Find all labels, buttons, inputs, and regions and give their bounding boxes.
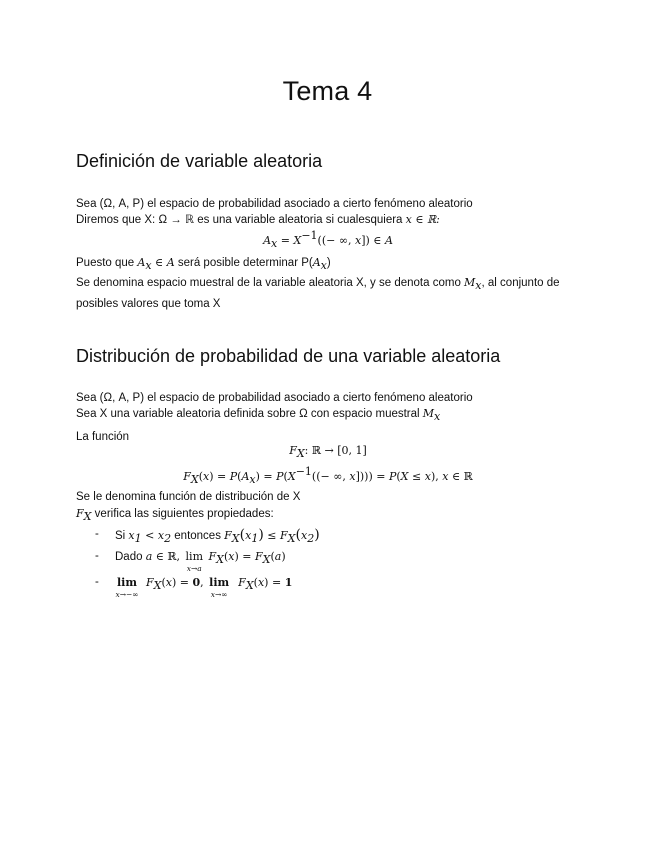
text-segment: verifica las siguientes propiedades: bbox=[91, 508, 274, 520]
paragraph-probability-determination: Puesto que $A_x$ ∈ A será posible determinar $P(A_x)$ bbox=[76, 256, 331, 272]
bullet-marker: - bbox=[95, 576, 99, 588]
text-segment: Puesto que bbox=[76, 257, 138, 269]
section-heading-distribution: Distribución de probabilidad de una variable aleatoria bbox=[76, 346, 501, 366]
paragraph-random-variable-sample-space: Sea X una variable aleatoria definida sobre Ω con espacio muestral $M_x$ bbox=[76, 407, 441, 423]
formula-distribution-definition: $F_X(x) = P(A_x) = P(X^{-1}((-$ ∞, x]))) = P(X ≤ x), x ∈ ℝ bbox=[183, 465, 473, 486]
paragraph-random-variable-definition bbox=[76, 213, 440, 227]
text-segment: será posible determinar P( bbox=[174, 257, 313, 269]
text-segment: Dado bbox=[115, 551, 146, 563]
property-monotonic: Si $x_1 < x_2$ entonces $F_X(x_1) \le F_X(x_2)$ bbox=[115, 527, 320, 545]
paragraph-probability-space-2: Sea (Ω, A, P) el espacio de probabilidad asociado a cierto fenómeno aleatorio bbox=[76, 392, 473, 404]
bullet-marker: - bbox=[95, 550, 99, 562]
text-segment: entonces bbox=[171, 530, 225, 542]
text-segment: Se denomina espacio muestral de la variable aleatoria X, y se denota como bbox=[76, 277, 465, 289]
page-title: Tema 4 bbox=[282, 76, 373, 106]
paragraph-properties-intro: $F_X$ verifica las siguientes propiedades: bbox=[76, 507, 274, 523]
text-segment: ) bbox=[326, 257, 331, 269]
paragraph-probability-space: Sea (Ω, A, P) el espacio de probabilidad asociado a cierto fenómeno aleatorio bbox=[76, 198, 473, 210]
text-segment: , al conjunto de posibles valores que toma X bbox=[76, 277, 560, 310]
paragraph-distribution-function-name: Se le denomina función de distribución de X bbox=[76, 491, 301, 503]
text-segment: Si bbox=[115, 530, 129, 542]
bullet-marker: - bbox=[95, 528, 99, 540]
paragraph-function-label: La función bbox=[76, 431, 130, 443]
paragraph-sample-space: Se denomina espacio muestral de la variable aleatoria X, y se denota como $M_x$, al conjunto de posibles valores que toma X bbox=[76, 276, 560, 310]
text-segment: Sea X una variable aleatoria definida sobre Ω con espacio muestral bbox=[76, 408, 423, 420]
definition-text: Diremos que X: Ω → ℝ es una variable aleatoria si cualesquiera bbox=[76, 214, 406, 226]
formula-distribution-domain: $F_X$: ℝ → [0, 1] bbox=[289, 444, 367, 460]
formula-inverse-image: $A_x = X^{-1}((-$ ∞, x]) ∈ A bbox=[263, 229, 393, 250]
property-right-continuity: Dado a ∈ ℝ, lim x→a $F_X(x) = F_X(a)$ bbox=[115, 550, 286, 573]
property-limits: lim x→−∞ $F_X(x) = 0$, lim x→∞ $F_X(x) = 1$ bbox=[115, 576, 293, 599]
definition-condition: x ∈ ℝ: bbox=[405, 213, 440, 226]
section-heading-definition: Definición de variable aleatoria bbox=[76, 151, 323, 171]
